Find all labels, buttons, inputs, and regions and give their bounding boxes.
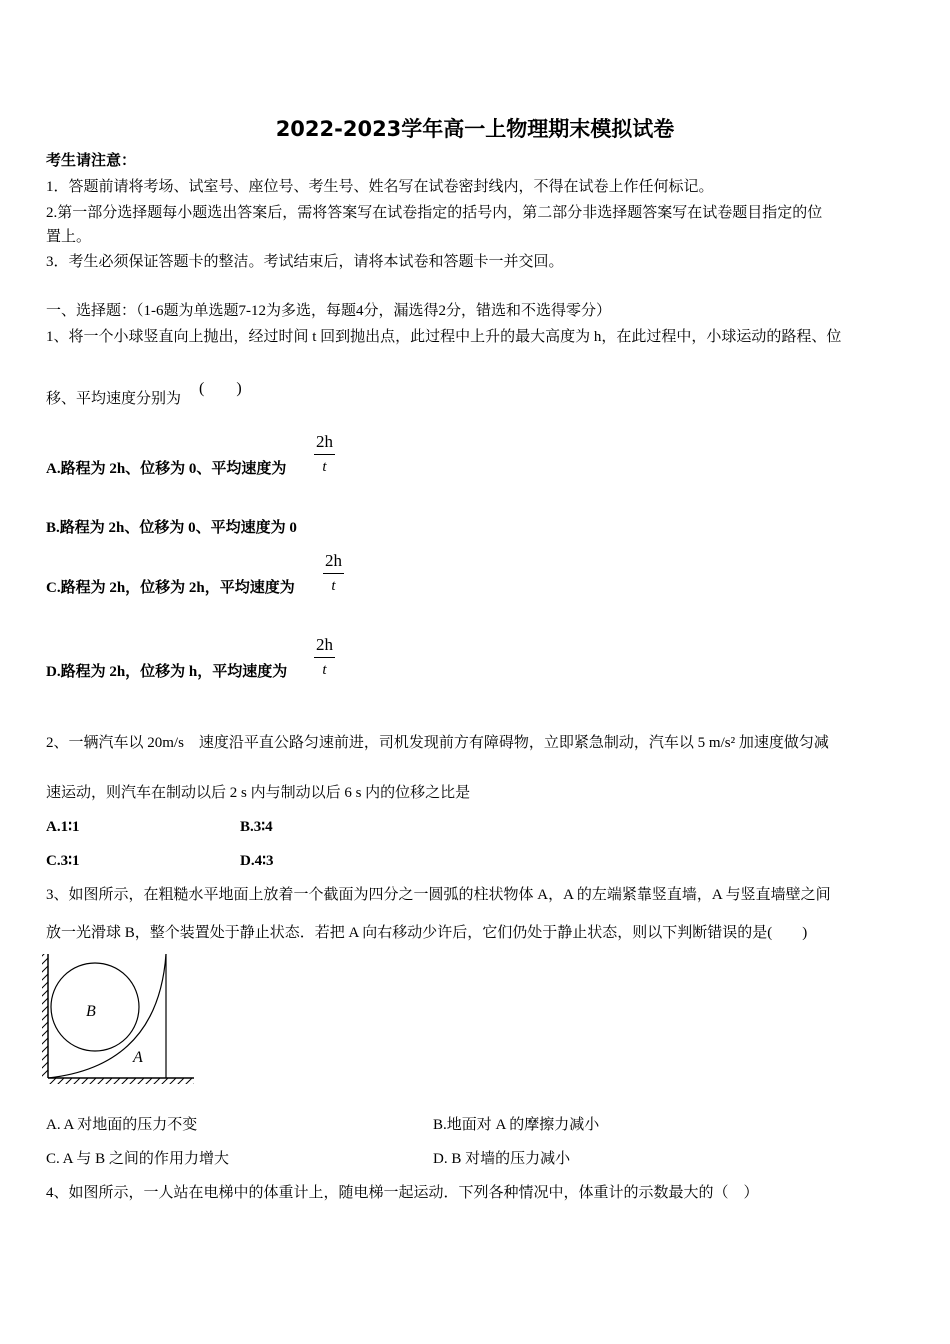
section-heading: 一、选择题：（1-6题为单选题7-12为多选，每题4分，漏选得2分，错选和不选得零分） (46, 303, 611, 319)
q3-figure-diagram (40, 950, 200, 1086)
notice-item-2-cont: 置上。 (46, 229, 92, 245)
q2-option-b: B.3∶4 (240, 819, 273, 835)
q1-option-a-fraction (314, 432, 335, 477)
notice-item-1: 1．答题前请将考场、试室号、座位号、考生号、姓名写在试卷密封线内，不得在试卷上作任何标记。 (46, 179, 714, 195)
q1-option-c-fraction (323, 551, 344, 596)
ground-hatching (48, 1078, 194, 1084)
q3-option-a: A. A 对地面的压力不变 (46, 1117, 198, 1133)
q1-option-c: C.路程为 2h，位移为 2h，平均速度为 (46, 580, 295, 596)
object-a-arc (48, 954, 166, 1078)
q1-option-d-fraction (314, 635, 335, 680)
fraction-numerator: 2h (323, 551, 344, 574)
q1-stem-line1: 1、将一个小球竖直向上抛出，经过时间 t 回到抛出点，此过程中上升的最大高度为 h，在此过程中，小球运动的路程、位 (46, 329, 842, 345)
q4-stem-line1: 4、如图所示，一人站在电梯中的体重计上，随电梯一起运动．下列各种情况中，体重计的示数最大的（ ） (46, 1185, 759, 1201)
q1-answer-paren: ( ) (199, 380, 242, 397)
page-title: 2022-2023学年高一上物理期末模拟试卷 (275, 117, 675, 141)
fraction-denominator: t (322, 662, 327, 678)
q3-option-c: C. A 与 B 之间的作用力增大 (46, 1151, 229, 1167)
q3-option-d: D. B 对墙的压力减小 (433, 1151, 571, 1167)
wall-hatching (42, 954, 48, 1078)
fraction-denominator: t (331, 578, 336, 594)
fraction-numerator: 2h (314, 432, 335, 455)
object-a-label: A (133, 1049, 143, 1066)
fraction-denominator: t (322, 459, 327, 475)
q2-stem-line2: 速运动，则汽车在制动以后 2 s 内与制动以后 6 s 内的位移之比是 (46, 785, 471, 801)
q2-option-d: D.4∶3 (240, 853, 274, 869)
ball-b-label: B (86, 1003, 96, 1020)
notice-item-3: 3．考生必须保证答题卡的整洁。考试结束后，请将本试卷和答题卡一并交回。 (46, 254, 564, 270)
notice-heading: 考生请注意： (46, 153, 137, 169)
notice-item-2: 2.第一部分选择题每小题选出答案后，需将答案写在试卷指定的括号内，第二部分非选择题答案写在试卷题目指定的位 (46, 205, 823, 221)
q1-option-d: D.路程为 2h，位移为 h，平均速度为 (46, 664, 288, 680)
q3-stem-line2: 放一光滑球 B，整个装置处于静止状态．若把 A 向右移动少许后，它们仍处于静止状态，则以下判断错误的是( ) (46, 925, 808, 941)
q2-option-a: A.1∶1 (46, 819, 80, 835)
q3-stem-line1: 3、如图所示，在粗糙水平地面上放着一个截面为四分之一圆弧的柱状物体 A，A 的左端紧靠竖直墙，A 与竖直墙壁之间 (46, 887, 831, 903)
fraction-numerator: 2h (314, 635, 335, 658)
q2-stem-line1: 2、一辆汽车以 20m/s 速度沿平直公路匀速前进，司机发现前方有障碍物，立即紧急制动，汽车以 5 m/s² 加速度做匀减 (46, 735, 829, 751)
q1-option-b: B.路程为 2h、位移为 0、平均速度为 0 (46, 520, 297, 536)
q3-option-b: B.地面对 A 的摩擦力减小 (433, 1117, 600, 1133)
q1-stem-line2: 移、平均速度分别为 (46, 391, 182, 407)
q2-option-c: C.3∶1 (46, 853, 80, 869)
q1-option-a: A.路程为 2h、位移为 0、平均速度为 (46, 461, 287, 477)
